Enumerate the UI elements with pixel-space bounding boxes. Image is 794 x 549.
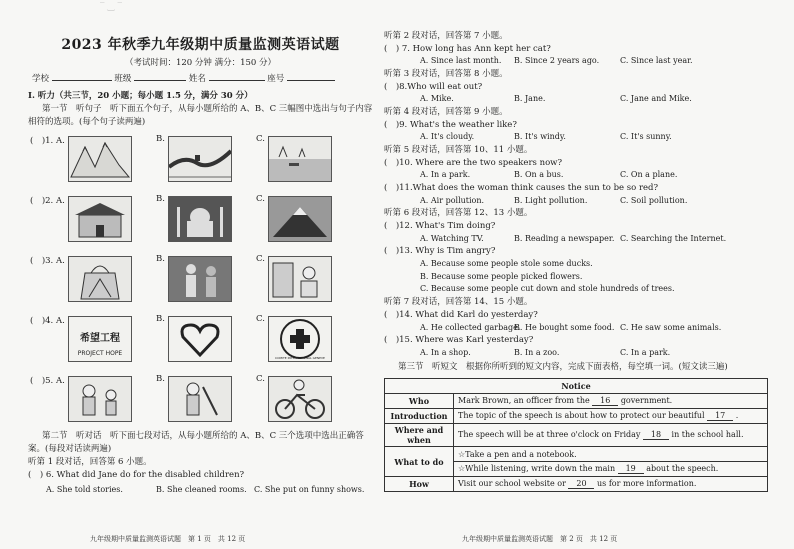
part1-heading: I. 听力（共三节，20 小题；每小题 1.5 分，满分 30 分） [28,91,253,101]
option-b-label: B. [156,314,165,324]
option-b-label: B. [156,374,165,384]
notice-text: in the school hall. [671,430,744,440]
name-blank[interactable] [209,80,265,81]
answer-blank-19[interactable]: 19 [618,464,644,474]
cycling-picture[interactable] [268,376,332,422]
notice-text: about the speech. [646,464,719,474]
question-number: ( )3. A. [30,256,65,266]
class-blank[interactable] [134,80,186,81]
option-a[interactable]: A. Watching TV. [420,233,484,243]
question-number: ( )2. A. [30,196,65,206]
notice-row [385,409,768,424]
cleaning-picture[interactable] [168,376,232,422]
notice-row-label: How [385,477,454,492]
option-c[interactable]: C. Jane and Mike. [620,94,692,104]
svg-text:PROJECT HOPE: PROJECT HOPE [77,350,123,357]
q6-option-a[interactable]: A. She told stories. [46,485,123,494]
exam-title: 2023 年秋季九年级期中质量监测英语试题 [61,37,340,53]
notice-row-label: Who [385,394,454,409]
option-b[interactable]: B. Since 2 years ago. [514,56,600,66]
question-number: ( )1. A. [30,136,65,146]
options-row [384,322,776,335]
field-school: 学校 [32,74,50,84]
picture-question-2 [28,192,373,246]
question-number: ( )4. A. [30,316,65,326]
options-row [384,195,776,208]
right-column [384,30,776,492]
notice-row-label: Introduction [385,409,454,424]
notice-table [384,378,768,492]
taj-mahal-picture[interactable] [168,196,232,242]
option-a[interactable]: A. In a shop. [420,347,471,357]
option-c[interactable]: C. He saw some animals. [620,322,722,332]
notice-row [385,424,768,447]
people-picture[interactable] [168,256,232,302]
q6-option-b[interactable]: B. She cleaned rooms. [156,485,247,494]
option-c[interactable]: C. It's sunny. [620,132,672,142]
option-a[interactable]: A. Air pollution. [420,195,485,205]
dialog-note: 听第 7 段对话，回答第 14、15 小题。 [384,297,533,308]
dialog1-note: 听第 1 段对话，回答第 6 小题。 [28,457,152,467]
notice-row-label: What to do [385,447,454,477]
shop-counter-picture[interactable] [268,256,332,302]
notice-text: . [735,411,739,421]
storytelling-picture[interactable] [68,376,132,422]
heart-hands-logo[interactable] [168,316,232,362]
option-b-label: B. [156,254,165,264]
red-cross-logo[interactable] [268,316,332,362]
option-c[interactable]: C. Searching the Internet. [620,233,727,243]
picture-question-1 [28,132,373,186]
dialog-note: 听第 2 段对话，回答第 7 小题。 [384,31,508,41]
section3-instructions: 第三节 听短文 根据你所听到的短文内容，完成下面表格，每空填一词。(短文读三遍) [398,362,728,373]
section1-instructions: 第一节 听句子 听下面五个句子，从每小题所给的 A、B、C 三幅图中选出与句子内容相符的选项。(每个句子读两遍) [28,104,373,127]
dialog-questions [384,30,776,359]
option-b[interactable]: B. In a zoo. [514,347,560,357]
option-line[interactable]: B. Because some people picked flowers. [420,271,583,281]
section2-instructions: 第二节 听对话 听下面七段对话，从每小题所给的 A、B、C 三个选项中选出正确答案。(每段对话读两遍) [28,431,364,454]
notice-row [385,447,768,462]
notice-row [385,394,768,409]
option-c-label: C. [256,134,265,144]
answer-blank-18[interactable]: 18 [643,430,669,440]
notice-text: us for more information. [597,479,697,489]
svg-text:COMITE INTERNATIONAL GENEVE: COMITE INTERNATIONAL GENEVE [275,356,325,360]
option-b[interactable]: B. He bought some food. [514,322,615,332]
notice-row [385,477,768,492]
dialog-note: 听第 5 段对话，回答第 10、11 小题。 [384,145,533,155]
notice-row-content [454,424,768,447]
option-c[interactable]: C. Soil pollution. [620,195,688,205]
option-b[interactable]: B. Jane. [514,94,546,104]
palace-picture[interactable] [68,196,132,242]
option-line[interactable]: C. Because some people cut down and stole hundreds of trees. [420,284,675,294]
notice-text: ☆While listening, write down the main [458,464,616,474]
option-b[interactable]: B. On a bus. [514,170,564,180]
option-a[interactable]: A. He collected garbage. [420,322,521,332]
student-info-line [32,72,373,84]
option-line[interactable]: A. Because some people stole some ducks. [420,259,593,268]
option-a[interactable]: A. In a park. [420,170,471,180]
answer-blank-20[interactable]: 20 [568,479,594,489]
option-c[interactable]: C. In a park. [620,347,671,357]
option-b[interactable]: B. Light pollution. [514,195,588,205]
option-a[interactable]: A. Mike. [420,94,454,104]
dialog-note: 听第 4 段对话，回答第 9 小题。 [384,107,508,117]
page-footer-right: 九年级期中质量监测英语试题 第 2 页 共 12 页 [462,535,618,543]
option-a[interactable]: A. Since last month. [420,56,502,66]
option-c[interactable]: C. Since last year. [620,56,693,66]
shopping-bag-picture[interactable] [68,256,132,302]
field-seat: 座号 [267,74,285,84]
question-stem: ( )9. What's the weather like? [384,119,517,130]
svg-text:希望工程: 希望工程 [80,333,120,344]
option-b-label: B. [156,194,165,204]
option-c[interactable]: C. On a plane. [620,170,678,180]
notice-row-content [454,409,768,424]
lake-picture[interactable] [268,136,332,182]
notice-title: Notice [385,379,768,394]
options-row [384,233,776,246]
question-stem: ( )14. What did Karl do yesterday? [384,309,538,320]
option-c-label: C. [256,374,265,384]
q6-option-c[interactable]: C. She put on funny shows. [254,485,365,494]
option-b[interactable]: B. Reading a newspaper. [514,233,615,243]
dialog-note: 听第 6 段对话，回答第 12、13 小题。 [384,208,533,219]
field-class: 班级 [114,74,132,84]
notice-text: Mark Brown, an officer from the [458,396,590,406]
question-stem: ( )12. What's Tim doing? [384,221,496,231]
mountains-picture[interactable] [68,136,132,182]
great-wall-picture[interactable] [168,136,232,182]
notice-text: The topic of the speech is about how to protect our beautiful [458,411,705,421]
option-b-label: B. [156,134,165,144]
options-row [384,93,776,106]
option-a[interactable]: A. It's cloudy. [420,132,475,142]
notice-row-label: Where and when [385,424,454,447]
question-stem: ( )10. Where are the two speakers now? [384,157,563,168]
picture-question-5 [28,372,373,426]
picture-question-3 [28,252,373,306]
notice-text: The speech will be at three o'clock on Friday [458,430,641,440]
q6-stem: ( ) 6. What did Jane do for the disabled children? [28,470,245,480]
options-row [384,169,776,182]
question-stem: ( )13. Why is Tim angry? [384,246,496,257]
question-stem: ( )8.Who will eat out? [384,81,483,92]
question-stem: ( ) 7. How long has Ann kept her cat? [384,43,551,54]
answer-blank-17[interactable]: 17 [707,411,733,421]
answer-blank-16[interactable]: 16 [592,396,618,406]
options-row [384,347,776,360]
seat-blank[interactable] [287,80,335,81]
notice-text: ☆Take a pen and a notebook. [458,449,577,459]
option-c-label: C. [256,194,265,204]
notice-row-content [454,394,768,409]
notice-row-content [454,447,768,462]
left-column [28,30,373,497]
options-row [384,131,776,144]
page-footer-left: 九年级期中质量监测英语试题 第 1 页 共 12 页 [90,535,246,543]
question-stem: ( )15. Where was Karl yesterday? [384,335,534,346]
notice-text: Visit our school website or [458,479,566,489]
option-c-label: C. [256,254,265,264]
question-stem: ( )11.What does the woman think causes the sun to be so red? [384,183,659,193]
q6-options [28,484,373,497]
mount-fuji-picture[interactable] [268,196,332,242]
field-name: 姓名 [188,74,206,84]
notice-text: government. [620,396,673,406]
exam-subinfo: （考试时间：120 分钟 满分：150 分） [124,58,277,68]
scan-mark: ‾ ‿ ‾ [100,2,122,12]
dialog-note: 听第 3 段对话，回答第 8 小题。 [384,69,508,79]
project-hope-logo[interactable] [68,316,132,362]
option-b[interactable]: B. It's windy. [514,132,566,142]
question-number: ( )5. A. [30,376,65,386]
picture-question-4 [28,312,373,366]
option-c-label: C. [256,314,265,324]
school-blank[interactable] [52,80,112,81]
notice-row-content [454,477,768,492]
options-row [384,55,776,68]
notice-row-content [454,462,768,477]
